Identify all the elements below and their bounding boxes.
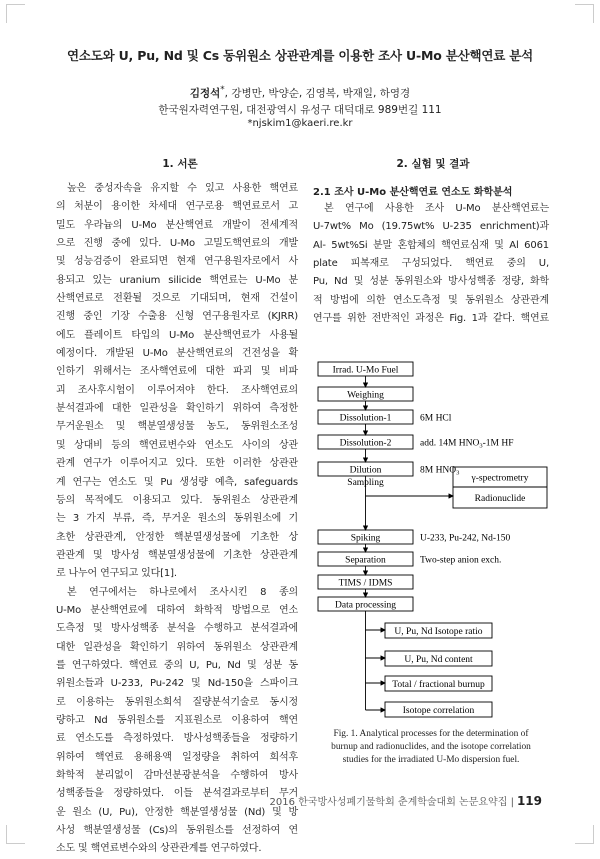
text-line: 위원소들과 U-233, Pu-242 및 Nd-150을 스파이크 — [56, 678, 298, 690]
paper-title: 연소도와 U, Pu, Nd 및 Cs 동위원소 상관관계를 이용한 조사 U-Mo 분산핵연료 분석 — [66, 48, 534, 63]
text-line: 예정이다. 개발된 U-Mo 분산핵연료의 건전성을 확 — [56, 348, 298, 360]
subsection-heading: 2.1 조사 U-Mo 분산핵연료 연소도 화학분석 — [313, 187, 513, 198]
results-body — [313, 200, 549, 328]
step-dissolution-1: Dissolution-1 — [339, 413, 392, 424]
text-line: 량하고 Nd 동위원소를 지표원소로 이용하여 핵연 — [56, 714, 298, 726]
text-line: plate 피복재로 구성되었다. 핵연료 중의 U, — [313, 258, 549, 270]
step-irradiated-fuel: Irrad. U-Mo Fuel — [332, 365, 399, 376]
intro-body — [56, 180, 298, 859]
note-hcl: 6M HCl — [420, 413, 452, 424]
text-line: 로 나누어 연구되고 있다[1]. — [56, 568, 177, 580]
author-list — [0, 85, 600, 101]
step-sampling: Sampling — [347, 478, 384, 488]
crop-mark-bottom-right — [575, 825, 594, 844]
step-weighing: Weighing — [347, 390, 384, 401]
corresponding-mark: * — [220, 85, 225, 95]
text-line: Pu, Nd 및 성분 동위원소와 방사성핵종 정량, 화학 — [313, 276, 549, 288]
caption-line: burnup and radionuclides, and the isotope correlation — [331, 742, 531, 752]
text-line: 위하여 핵연료 용해용액 일정량을 취하여 희석후 — [56, 751, 298, 763]
text-line: Al- 5wt%Si 분말 혼합체의 핵연료심재 및 Al 6061 — [313, 239, 549, 251]
section-heading-results: 2. 실험 및 결과 — [396, 158, 470, 170]
crop-mark-top-right — [575, 4, 594, 23]
step-tims-idms: TIMS / IDMS — [338, 578, 393, 589]
text-line: 운 원소 (U, Pu), 안정한 핵분열생성물 (Nd) 및 방 — [56, 806, 298, 818]
text-line: 료 연소도를 측정하였다. 방사성핵종들을 정량하기 — [56, 733, 298, 745]
contact-email: *njskim1@kaeri.re.kr — [247, 118, 353, 129]
affiliation: 한국원자력연구원, 대전광역시 유성구 대덕대로 989번길 111 — [158, 104, 442, 116]
text-line: 사성 핵분열생성물 (Cs)의 동위원소를 선정하여 연 — [56, 825, 298, 837]
text-line: 인하기 위해서는 조사핵연료에 대한 파괴 및 비파 — [56, 366, 298, 378]
text-line: 관관계 및 방사성 핵분열생성물에 기초한 상관관계 — [56, 549, 298, 561]
text-line: 는 3 가지 부류, 즉, 무거운 원소의 동위원소에 기 — [56, 513, 298, 525]
step-dilution: Dilution — [349, 465, 382, 476]
text-line: 등의 목적에도 이용되고 있다. 동위원소 상관관계 — [56, 494, 298, 506]
text-line: 진행 중인 기장 수출용 신형 연구용원자로 (KJRR) — [56, 311, 298, 323]
note-hno3-hf: add. 14M $HNO_3-1M$ HF — [420, 438, 514, 450]
text-line: 무거운원소 및 핵분열생성물 농도, 동위원소조성 — [56, 421, 298, 433]
crop-mark-top-left — [6, 4, 25, 23]
conference-name: 2016 한국방사성폐기물학회 춘계학술대회 논문요약집 — [269, 797, 508, 808]
text-line: 연구를 위한 전반적인 과정은 Fig. 1과 같다. 핵연료 — [313, 313, 549, 325]
note-hno3: 8M $HNO_3$ — [420, 465, 460, 477]
text-line: 분석결과에 대한 일관성을 확인하기 위하여 측정한 — [56, 403, 298, 415]
text-line: 화학적 분리없이 감마선분광분석을 수행하여 방사 — [56, 770, 298, 781]
text-line: 대한 일관성을 확인하기 위하여 동위원소 상관관계 — [56, 641, 298, 653]
box-gamma-spectrometry: γ-spectrometry — [471, 473, 529, 484]
text-line: 및 성능검증이 완료되면 현재 연구용원자로에서 사 — [56, 256, 298, 268]
note-spikes: U-233, Pu-242, Nd-150 — [420, 533, 511, 544]
text-line: 본 연구에 사용한 조사 U-Mo 분산핵연료는 — [324, 203, 549, 214]
text-line: 도측정 및 방사성핵종 분석을 수행하고 분석결과에 — [56, 623, 298, 635]
text-line: 높은 중성자속을 유지할 수 있고 사용한 핵연료 — [67, 183, 298, 194]
crop-mark-bottom-left — [6, 825, 25, 844]
text-line: 의 처분이 용이한 차세대 연구로용 핵연료로서 고 — [56, 201, 298, 213]
figure-caption — [316, 728, 546, 767]
text-line: 괴 조사후시험이 이루어져야 한다. 조사핵연료의 — [56, 384, 298, 396]
caption-line: Fig. 1. Analytical processes for the determination of — [333, 729, 529, 739]
text-line: 본 연구에서는 하나로에서 조사시킨 8 종의 — [67, 586, 298, 598]
text-line: 관계 연구가 이루어지고 있다. 또한 이러한 상관관 — [56, 458, 298, 470]
text-line: U-7wt% Mo (19.75wt% U-235 enrichment)과 — [313, 221, 549, 233]
process-flow-diagram — [313, 356, 549, 726]
page-footer — [270, 793, 542, 808]
step-separation: Separation — [345, 555, 386, 566]
page-number: 119 — [516, 794, 542, 808]
text-line: 산핵연료로 전환될 것으로 기대되며, 현재 건설이 — [56, 293, 298, 305]
output-content: U, Pu, Nd content — [404, 655, 473, 665]
output-burnup: Total / fractional burnup — [392, 680, 485, 690]
lead-author: 김정석 — [189, 87, 221, 100]
text-line: 계 연구는 연소도 및 Pu 생성량 예측, safeguards — [56, 476, 298, 488]
footer-separator: | — [510, 797, 514, 808]
step-spiking: Spiking — [350, 533, 381, 544]
text-line: 및 상대비 등의 핵연료변수와 연소도 사이의 상관 — [56, 439, 298, 451]
step-dissolution-2: Dissolution-2 — [339, 438, 392, 449]
text-line: 밀도 우라늄의 U-Mo 분산핵연료 개발이 전세계적 — [56, 219, 298, 231]
caption-line: studies for the irradiated U-Mo dispersion fuel. — [342, 755, 520, 765]
output-isotope-ratio: U, Pu, Nd Isotope ratio — [394, 627, 483, 637]
text-line: 소도 및 핵연료변수와의 상관관계를 연구하였다. — [56, 843, 262, 855]
box-radionuclide: Radionuclide — [474, 494, 526, 504]
step-data-processing: Data processing — [335, 600, 396, 611]
text-line: 초한 상관관계, 안정한 핵분열생성물에 기초한 상 — [56, 531, 298, 543]
text-line: 에도 플레이트 타입의 U-Mo 분산핵연료가 사용될 — [56, 329, 298, 341]
text-line: 용되고 있는 uranium silicide 핵연료는 U-Mo 분 — [56, 274, 298, 286]
note-anion-exchange: Two-step anion exch. — [420, 555, 502, 566]
output-isotope-correlation: Isotope correlation — [402, 706, 475, 716]
co-authors: , 강병만, 박양순, 김영복, 박재일, 하영경 — [224, 87, 411, 100]
text-line: 으로 진행 중에 있다. U-Mo 고밀도핵연료의 개발 — [56, 238, 298, 250]
section-heading-intro: 1. 서론 — [162, 158, 198, 170]
text-line: U-Mo 분산핵연료에 대하여 화학적 방법으로 연소 — [56, 604, 298, 616]
text-line: 를 연구하였다. 핵연료 중의 U, Pu, Nd 및 성분 동 — [56, 659, 298, 671]
text-line: 로 이용하는 동위원소희석 질량분석기술로 동시정 — [56, 696, 298, 708]
text-line: 성핵종들을 정량하였다. 이들 분석결과로부터 무거 — [56, 788, 298, 800]
text-line: 적 방법에 의한 연소도측정 및 동위원소 상관관계 — [313, 294, 549, 306]
